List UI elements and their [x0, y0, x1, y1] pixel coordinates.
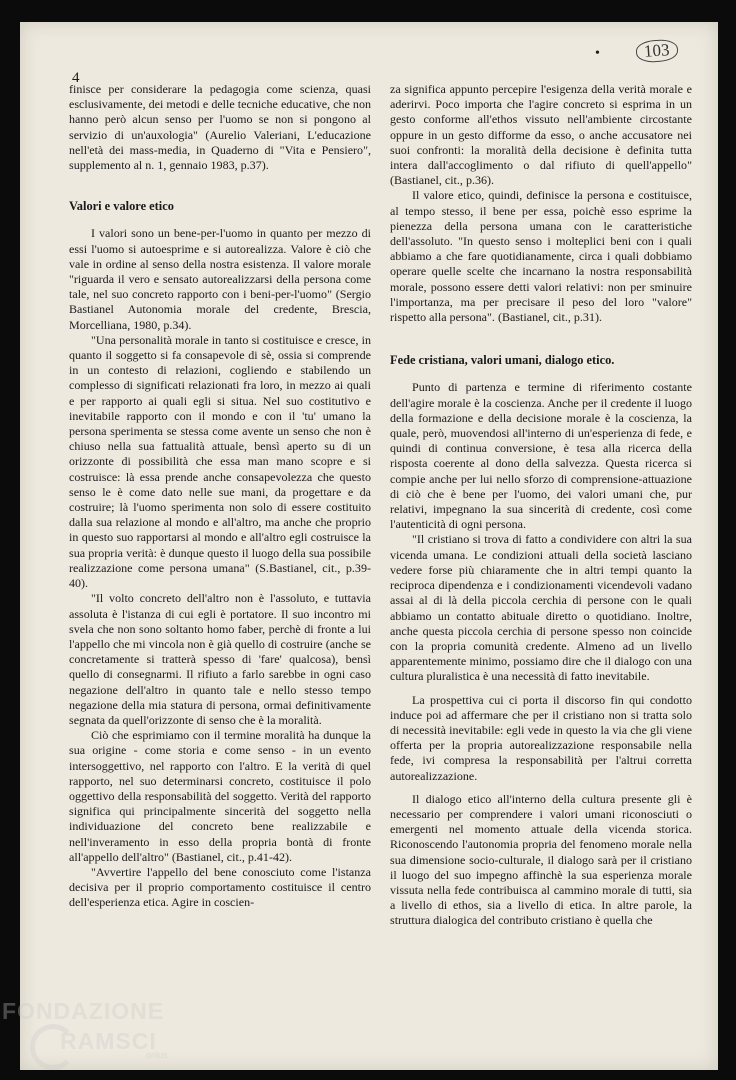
watermark-onlus: onlus	[146, 1050, 168, 1060]
paragraph: Ciò che esprimiamo con il termine moralità ha dunque la sua origine - come storia e come senso - in un evento intersoggettivo, nel rapporto con l'altro. E la verità di quel rapporto, nel suo determinarsi concreto, costituisce il polo oggettivo della responsabilità del soggetto. Verità del rapporto significa qui principalmente sincerità del soggetto nella individuazione del concreto bene realizzabile e nell'inveramento in esso della propria bontà di fronte all'appello dell'altro" (Bastianel, cit., p.41-42).	[69, 728, 371, 864]
document-page	[20, 22, 718, 1070]
section-heading-fede: Fede cristiana, valori umani, dialogo etico.	[390, 353, 615, 368]
section-heading-valori: Valori e valore etico	[69, 199, 174, 214]
paragraph: La prospettiva cui ci porta il discorso fin qui condotto induce poi ad affermare che per il cristiano non si tratta solo di necessità inevitabile: egli vede in questo la via che gli viene offerta per la propria autorealizzazione responsabile nella fede, ivi compresa la responsabilità per l'altrui corretta autorealizzazione.	[390, 692, 692, 783]
page-number: 4	[72, 70, 80, 86]
paragraph: "Il volto concreto dell'altro non è l'assoluto, e tuttavia assoluta è l'istanza di cui egli è portatore. Il suo incontro mi svela che non sono soltanto homo faber, perchè di fronte a lui l'appello che mi vincola non è già quello di costruire (anche se concretamente si tratterà spesso di 'fare' qualcosa), bensì quello di consegnarmi. Il rifiuto a farlo sarebbe in ogni caso negazione dell'altro in quanto tale e nello stesso tempo negazione della mia statura di persona, ormai definitivamente segnata da quell'orizzonte di senso che è la moralità.	[69, 591, 371, 727]
paragraph: za significa appunto percepire l'esigenza della verità morale e aderirvi. Poco importa che l'agire concreto si esprima in un gesto conforme all'ethos vissuto nell'ambiente circostante oppure in un gesto difforme da esso, o anche accusatore nei suoi confronti: la moralità della decisione è definita tutta intera dall'accoglimento o dal rifiuto di quell'appello" (Bastianel, cit., p.36).	[390, 82, 692, 188]
intro-paragraph: finisce per considerare la pedagogia come scienza, quasi esclusivamente, dei metodi e delle tecniche educative, che non hanno però alcun senso per l'uomo se non si pongono al servizio di un'auxologia" (Aurelio Valeriani, L'educazione nell'età dei mass-media, in Quaderno di "Vita e Pensiero", supplemento al n. 1, gennaio 1983, p.37).	[69, 82, 371, 173]
paragraph: "Una personalità morale in tanto si costituisce e cresce, in quanto il soggetto si fa consapevole di sè, ossia si comprende in un contesto di relazioni, cogliendo e stabilendo un complesso di significati relazionati fra loro, in mezzo ai quali e per rapporto ai quali egli si situa. Nel suo costitutivo e inevitabile rapporto con il mondo e con il 'tu' umano la persona sperimenta se stessa come avente un senso che non è chiuso nella sua fattualità attuale, bensì aperto su di un orizzonte di possibilità che essa man mano scopre e si costruisce: là essa prende anche consapevolezza che questo senso le è come dato nelle sue mani, da progettare e da costruire; là l'uomo sperimenta non solo di essere costituito dalla sua relazione al mondo e all'altro, ma anche che proprio in questo suo rapportarsi al mondo e all'altro egli costruisce la sua propria verità: è dunque questo il luogo della sua possibile realizzazione come persona umana" (S.Bastianel, cit., p.39-40).	[69, 332, 371, 591]
paragraph: "Avvertire l'appello del bene conosciuto come l'istanza decisiva per il proprio comportamento costituisce il centro dell'esperienza etica. Agire in coscien-	[69, 864, 371, 910]
paragraph: Punto di partenza e termine di riferimento costante dell'agire morale è la coscienza. Anche per il credente il luogo della formazione e della decisione morale è la coscienza, la quale, però, muovendosi all'interno di un'esperienza di fede, e quindi di continua conversione, è tesa alla ricerca della risposta coerente al dono della salvezza. Questa ricerca si compie anche per lui nello sforzo di comprensione-attuazione di ciò che è bene per l'uomo, dei valori umani che, pur relativi, impegnano la sua sincerità di credente, così come l'autenticità di ogni persona.	[390, 380, 692, 532]
watermark-fondazione: FONDAZIONE	[2, 998, 165, 1024]
paragraph: I valori sono un bene-per-l'uomo in quanto per mezzo di essi l'uomo si autoesprime e si autorealizza. Valore è ciò che vale in ordine al senso della nostra esistenza. Il valore morale "riguarda il vero e sensato autorealizzarsi della persona come tale, nel suo concreto rapporto con i beni-per-l'uomo" (Sergio Bastianel Autonomia morale del credente, Brescia, Morcelliana, 1980, p.34).	[69, 226, 371, 332]
ink-dot: •	[595, 46, 600, 61]
paragraph: Il valore etico, quindi, definisce la persona e costituisce, al tempo stesso, il bene per essa, poichè esso esprime la pienezza della persona umana con le caratteristiche dell'assoluto. "In questo senso i molteplici beni con i quali abbiamo a che fare quotidianamente, circa i quali dobbiamo operare quelle scelte che incarnano la nostra responsabilità morale, possono essere detti valori relativi: non per sminuire l'importanza, ma per precisare il peso del loro "valore" rispetto alla persona". (Bastianel, cit., p.31).	[390, 188, 692, 325]
left-column	[69, 82, 371, 911]
paragraph: Il dialogo etico all'interno della cultura presente gli è necessario per comprendere i valori umani riconosciuti o emergenti nel momento attuale della vicenda storica. Riconoscendo l'autonomia propria del fenomeno morale nella sua dimensione socio-culturale, il dialogo sarà per il cristiano il luogo del suo impegno affinchè la sua esperienza morale vissuta nella fede contribuisca al cammino morale di tutti, sia a livello di ethos, sia a livello di etica. In altre parole, la struttura dialogica del contributo cristiano è quella che	[390, 791, 692, 928]
right-column	[390, 82, 692, 929]
watermark-gramsci: RAMSCI	[60, 1028, 157, 1054]
paragraph: "Il cristiano si trova di fatto a condividere con altri la sua vicenda umana. Le condizioni attuali della società lasciano vedere forse più chiaramente che in altri tempi quanto la reciproca dipendenza e i condizionamenti vicendevoli vadano assai al di là della piccola cerchia di persone con le quali abbiamo un contatto abituale diretto o quotidiano. Inoltre, anche questa piccola cerchia di persone spesso non coincide con la propria comunità credente. Almeno ad un livello apparentemente minimo, possiamo dire che il dialogo con una cultura pluralistica è una necessità di fatto inevitabile.	[390, 532, 692, 684]
archive-number-stamp: 103	[635, 39, 678, 64]
